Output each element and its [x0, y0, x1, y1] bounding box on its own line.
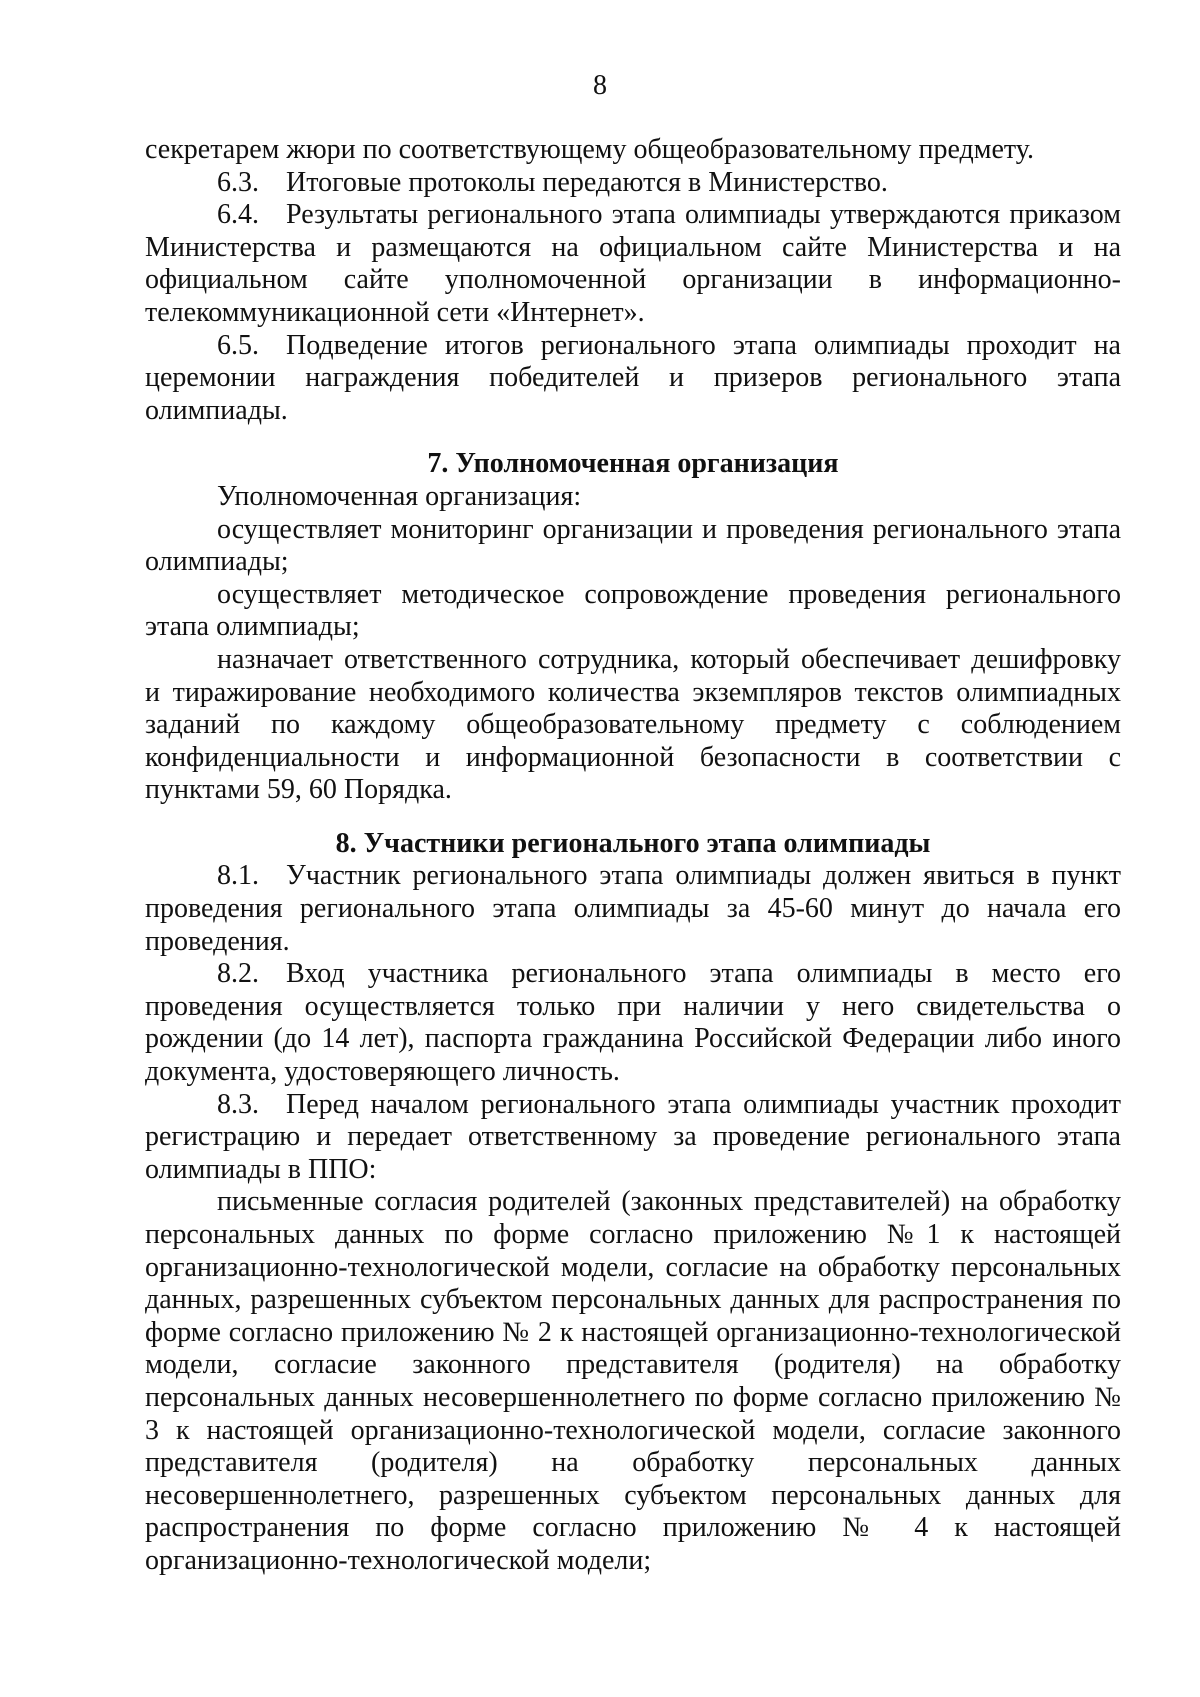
section-7-intro: Уполномоченная организация:	[217, 480, 582, 512]
clause-number: 8.2.	[217, 958, 259, 990]
paragraph-8-1	[145, 860, 1121, 958]
paragraph-8-3	[145, 1089, 1121, 1187]
clause-number: 6.5.	[217, 329, 259, 361]
clause-text: Подведение итогов регионального этапа олимпиады проходит на церемонии награждения победителей и призеров регионального этапа олимпиады.	[145, 329, 1121, 426]
section-8-heading: 8. Участники регионального этапа олимпиады	[335, 827, 931, 859]
section-7-item: осуществляет методическое сопровождение проведения регионального этапа олимпиады;	[145, 578, 1121, 643]
section-7-item: осуществляет мониторинг организации и проведения регионального этапа олимпиады;	[145, 513, 1121, 578]
clause-number: 8.3.	[217, 1088, 259, 1120]
paragraph-6-4	[145, 199, 1121, 329]
section-7-heading: 7. Уполномоченная организация	[427, 448, 839, 480]
paragraph-8-2	[145, 958, 1121, 1088]
paragraph-6-3	[145, 167, 1121, 200]
document-body	[145, 134, 1121, 1578]
clause-number: 6.3.	[217, 166, 259, 198]
clause-text: Вход участника регионального этапа олимпиады в место его проведения осуществляется только при наличии у него свидетельства о рождении (до 14 лет), паспорта гражданина Российской Федерации либо иного документа, удостоверяющего личность.	[145, 958, 1121, 1088]
paragraph-continuation: секретарем жюри по соответствующему общеобразовательному предмету.	[145, 134, 1034, 165]
page-number: 8	[593, 70, 607, 101]
clause-number: 6.4.	[217, 199, 259, 231]
clause-text: Результаты регионального этапа олимпиады утверждаются приказом Министерства и размещаются на официальном сайте Министерства и на официальном сайте уполномоченной организации в информационно-телекоммуникационной сети «Интернет».	[145, 199, 1121, 328]
clause-text: Перед началом регионального этапа олимпиады участник проходит регистрацию и передает ответственному за проведение регионального этапа олимпиады в ППО:	[145, 1088, 1121, 1185]
paragraph-6-5	[145, 330, 1121, 428]
clause-text: Итоговые протоколы передаются в Министерство.	[286, 166, 888, 198]
section-7-item: назначает ответственного сотрудника, который обеспечивает дешифровку и тиражирование необходимого количества экземпляров текстов олимпиадных заданий по каждому общеобразовательному предмету с соблюдением конфиденциальности и информационной безопасности в соответствии с пунктами 59, 60 Порядка.	[145, 643, 1121, 806]
clause-text: Участник регионального этапа олимпиады должен явиться в пункт проведения регионального этапа олимпиады за 45-60 минут до начала его проведения.	[145, 860, 1121, 957]
clause-number: 8.1.	[217, 860, 259, 892]
consents-paragraph: письменные согласия родителей (законных представителей) на обработку персональных данных по форме согласно приложению №1 к настоящей организационно-технологической модели, согласие на обработку персональных данных, разрешенных субъектом персональных данных для распространения по форме согласно приложению № 2 к настоящей организационно-технологической модели, согласие законного представителя (родителя) на обработку персональных данных несовершеннолетнего по форме согласно приложению № 3 к настоящей организационно-технологической модели, согласие законного представителя (родителя) на обработку персональных данных несовершеннолетнего, разрешенных субъектом персональных данных для распространения по форме согласно приложению № 4 к настоящей организационно-технологической модели;	[145, 1186, 1121, 1576]
